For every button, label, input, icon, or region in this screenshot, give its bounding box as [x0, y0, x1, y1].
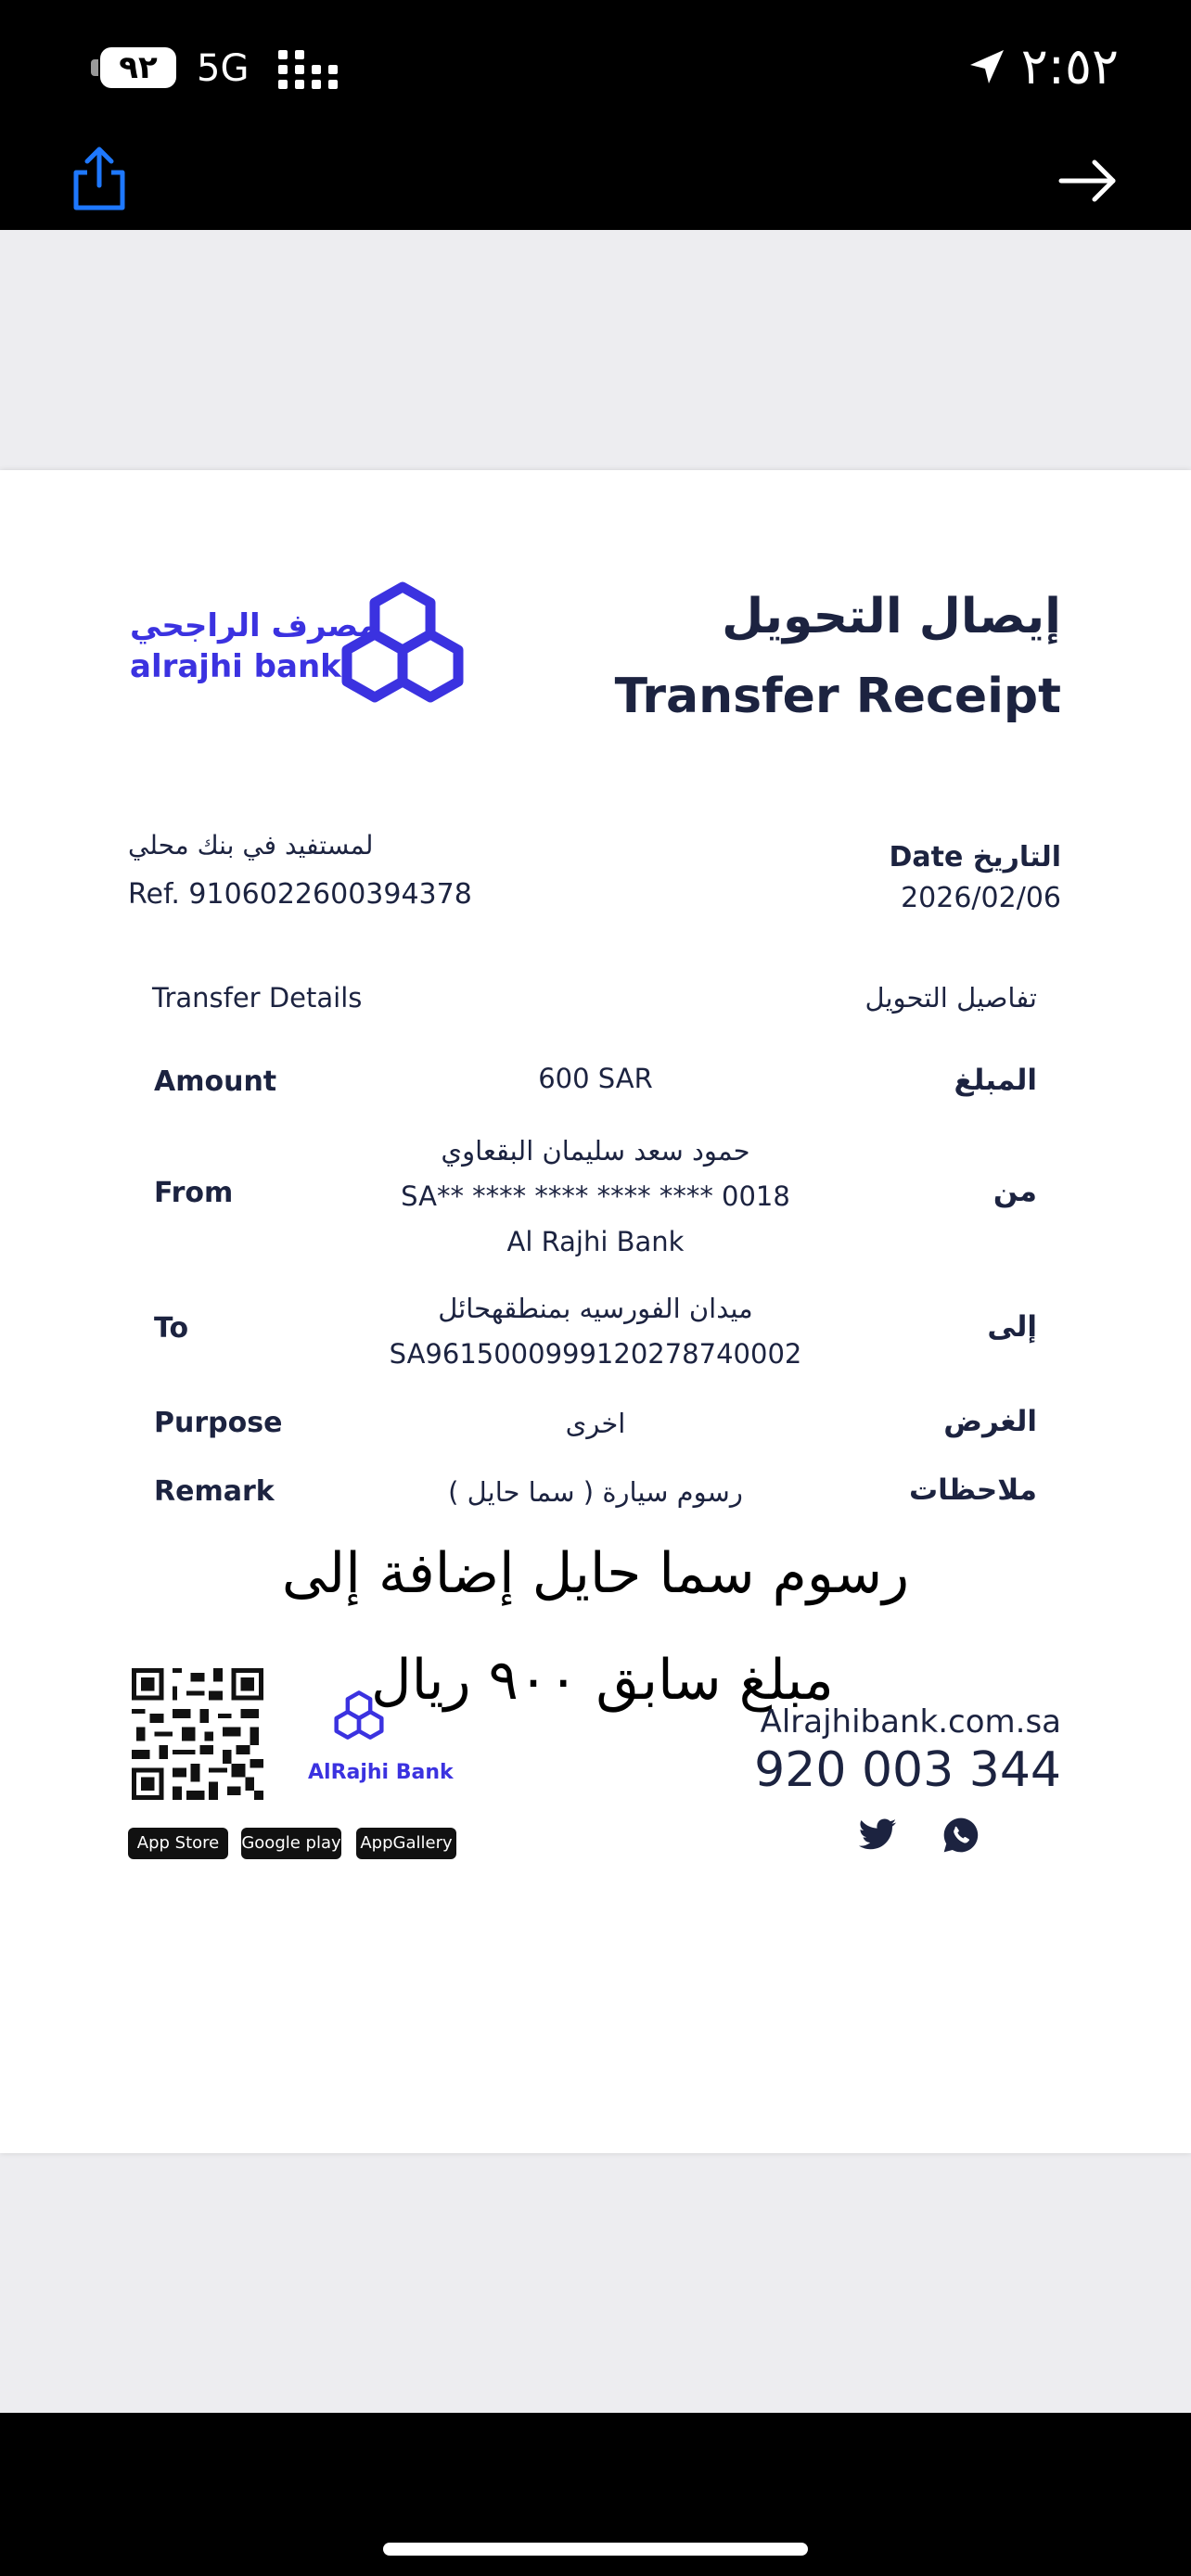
from-account: SA** **** **** **** **** 0018 [401, 1180, 790, 1212]
whatsapp-icon[interactable] [941, 1815, 981, 1855]
location-arrow-icon [967, 46, 1007, 87]
receipt-document [0, 470, 1191, 2153]
from-label-ar: من [992, 1175, 1037, 1208]
amount-label-ar: المبلغ [954, 1064, 1037, 1097]
logo-text-ar: مصرف الراجحي [130, 607, 378, 644]
app-gallery-badge[interactable]: AppGallery [356, 1828, 456, 1859]
clock: ٢:٥٢ [1020, 37, 1119, 96]
arrow-right-icon[interactable] [1057, 158, 1119, 204]
receipt-title-ar: إيصال التحويل [722, 589, 1061, 644]
viewer-toolbar [0, 139, 1191, 230]
purpose-value: اخرى [565, 1408, 626, 1439]
remark-value: رسوم سيارة ( سما حايل ) [448, 1476, 743, 1508]
date-label: التاريخ Date [889, 841, 1061, 874]
annotation-line-1: رسوم سما حايل إضافة إلى [281, 1541, 910, 1606]
section-title-ar: تفاصيل التحويل [864, 982, 1037, 1014]
google-play-badge[interactable]: Google play [241, 1828, 341, 1859]
app-store-badge[interactable]: App Store [128, 1828, 228, 1859]
network-type: 5G [197, 47, 250, 90]
receipt-title-en: Transfer Receipt [614, 669, 1061, 724]
website-link[interactable]: Alrajhibank.com.sa [760, 1703, 1061, 1741]
share-icon[interactable] [69, 145, 130, 213]
remark-label-ar: ملاحظات [908, 1473, 1037, 1507]
from-bank: Al Rajhi Bank [506, 1226, 685, 1257]
battery-nub [91, 59, 98, 76]
home-bar-area [0, 2413, 1191, 2576]
annotation-line-2: مبلغ سابق ٩٠٠ ريال [371, 1648, 834, 1713]
beneficiary-type: لمستفيد في بنك محلي [128, 830, 374, 861]
reference-number: Ref. 9106022600394378 [128, 878, 472, 911]
to-label-ar: إلى [987, 1310, 1037, 1344]
twitter-icon[interactable] [857, 1815, 898, 1855]
to-label: To [154, 1312, 189, 1345]
to-iban: SA9615000999120278740002 [389, 1338, 802, 1370]
amount-value: 600 SAR [538, 1063, 653, 1094]
logo-text-en: alrajhi bank [130, 648, 341, 685]
qr-code-icon [132, 1668, 263, 1800]
date-value: 2026/02/06 [901, 882, 1061, 914]
signal-icon [278, 50, 338, 89]
status-bar [0, 0, 1191, 139]
remark-label: Remark [154, 1475, 275, 1508]
battery-level: ٩٢ [100, 47, 176, 88]
from-name: حمود سعد سليمان البقعاوي [441, 1135, 750, 1167]
phone-number[interactable]: 920 003 344 [754, 1742, 1061, 1798]
alrajhi-logo-icon [334, 581, 471, 719]
to-name: ميدان الفورسيه بمنطقهحائل [438, 1293, 753, 1324]
from-label: From [154, 1177, 234, 1209]
home-indicator[interactable] [383, 2543, 808, 2556]
section-title-en: Transfer Details [152, 982, 363, 1014]
amount-label: Amount [154, 1065, 277, 1098]
app-name: AlRajhi Bank [308, 1761, 454, 1784]
purpose-label-ar: الغرض [943, 1405, 1037, 1438]
purpose-label: Purpose [154, 1407, 283, 1439]
